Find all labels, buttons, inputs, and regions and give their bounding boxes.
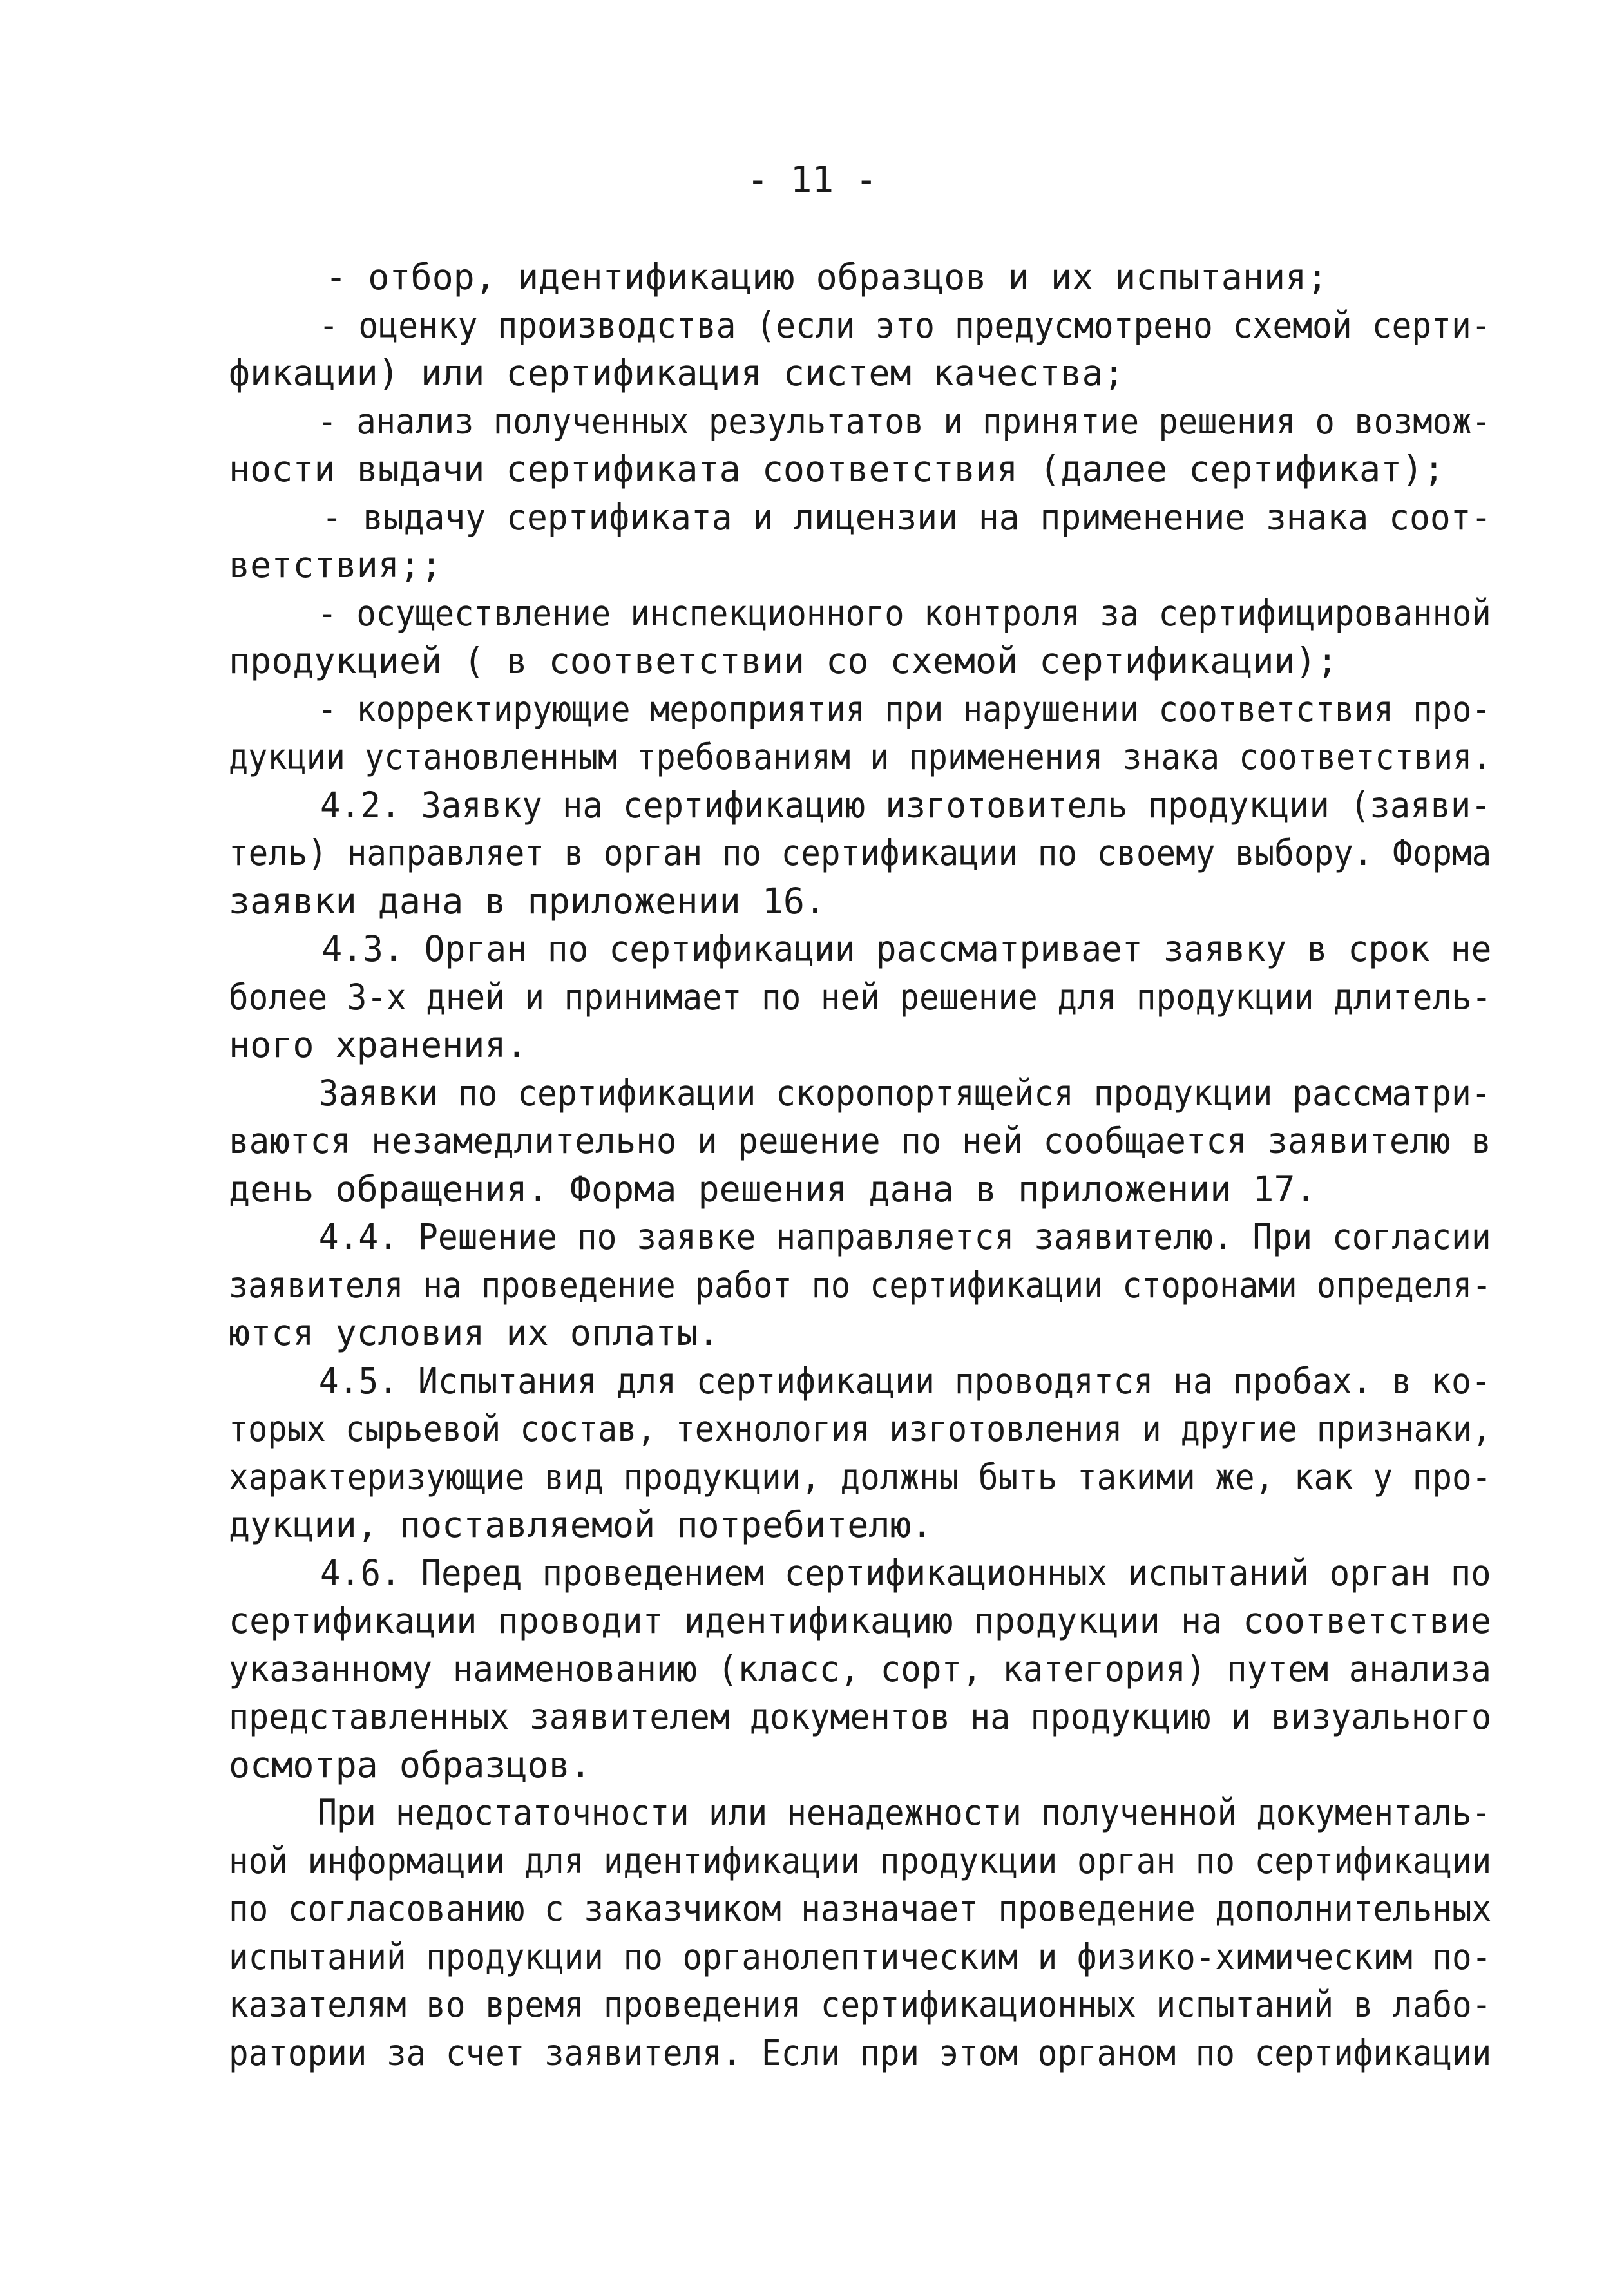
text-line: дукции установленным требованиям и применения знака соответствия. [229,736,1492,777]
text-line: заявки дана в приложении 16. [229,880,826,922]
text-line: указанному наименованию (класс, сорт, категория) путем анализа [229,1648,1491,1690]
text-line: Заявки по сертификации скоропортящейся продукции рассматри- [318,1072,1491,1114]
text-line: фикации) или сертификация систем качества; [229,352,1125,394]
text-line: - отбор, идентификацию образцов и их испытания; [325,256,1328,298]
text-line: ваются незамедлительно и решение по ней сообщается заявителю в [229,1120,1491,1161]
text-line: представленных заявителем документов на продукцию и визуального [229,1696,1492,1737]
text-line: 4.2. Заявку на сертификацию изготовитель продукции (заяви- [320,784,1491,826]
text-line: 4.4. Решение по заявке направляется заявителю. При согласии [318,1216,1491,1257]
text-line: более 3-х дней и принимает по ней решение для продукции длитель- [229,976,1492,1018]
text-line: заявителя на проведение работ по сертификации сторонами определя- [229,1264,1492,1306]
text-line: ются условия их оплаты. [229,1312,720,1353]
page-number: - 11 - [747,159,877,201]
text-line: - анализ полученных результатов и принятие решения о возмож- [317,400,1491,442]
text-line: осмотра образцов. [229,1744,591,1786]
text-line: тель) направляет в орган по сертификации по своему выбору. Форма [229,832,1492,873]
text-line: характеризующие вид продукции, должны быть такими же, как у про- [229,1456,1492,1498]
body-text [229,253,1491,2077]
text-line: ного хранения. [229,1024,528,1065]
text-line: 4.5. Испытания для сертификации проводятся на пробах. в ко- [318,1360,1491,1402]
text-line: 4.6. Перед проведением сертификационных испытаний орган по [320,1552,1491,1594]
text-line: 4.3. Орган по сертификации рассматривает заявку в срок не [321,928,1492,969]
text-line: казателям во время проведения сертификационных испытаний в лабо- [229,1984,1492,2025]
text-line: день обращения. Форма решения дана в приложении 17. [229,1168,1317,1210]
text-line: - осуществление инспекционного контроля за сертифицированной [317,592,1491,634]
text-line: ности выдачи сертификата соответствия (далее сертификат); [229,448,1445,490]
text-line: ветствия;; [229,544,443,586]
text-line: - оценку производства (если это предусмотрено схемой серти- [318,304,1491,346]
text-line: сертификации проводит идентификацию продукции на соответствие [229,1600,1491,1641]
text-line: по согласованию с заказчиком назначает проведение дополнительных [229,1888,1492,1929]
text-line: испытаний продукции по органолептическим и физико-химическим по- [229,1936,1492,1977]
text-line: продукцией ( в соответствии со схемой сертификации); [229,640,1338,681]
text-line: ратории за счет заявителя. Если при этом органом по сертификации [229,2032,1492,2073]
text-line: При недостаточности или ненадежности полученной документаль- [317,1792,1491,1833]
text-line: дукции, поставляемой потребителю. [229,1504,933,1545]
text-line: - корректирующие мероприятия при нарушении соответствия про- [317,688,1491,730]
text-line: - выдачу сертификата и лицензии на применение знака соот- [321,496,1492,538]
text-line: торых сырьевой состав, технология изготовления и другие признаки, [229,1408,1492,1449]
text-line: ной информации для идентификации продукции орган по сертификации [229,1840,1492,1882]
